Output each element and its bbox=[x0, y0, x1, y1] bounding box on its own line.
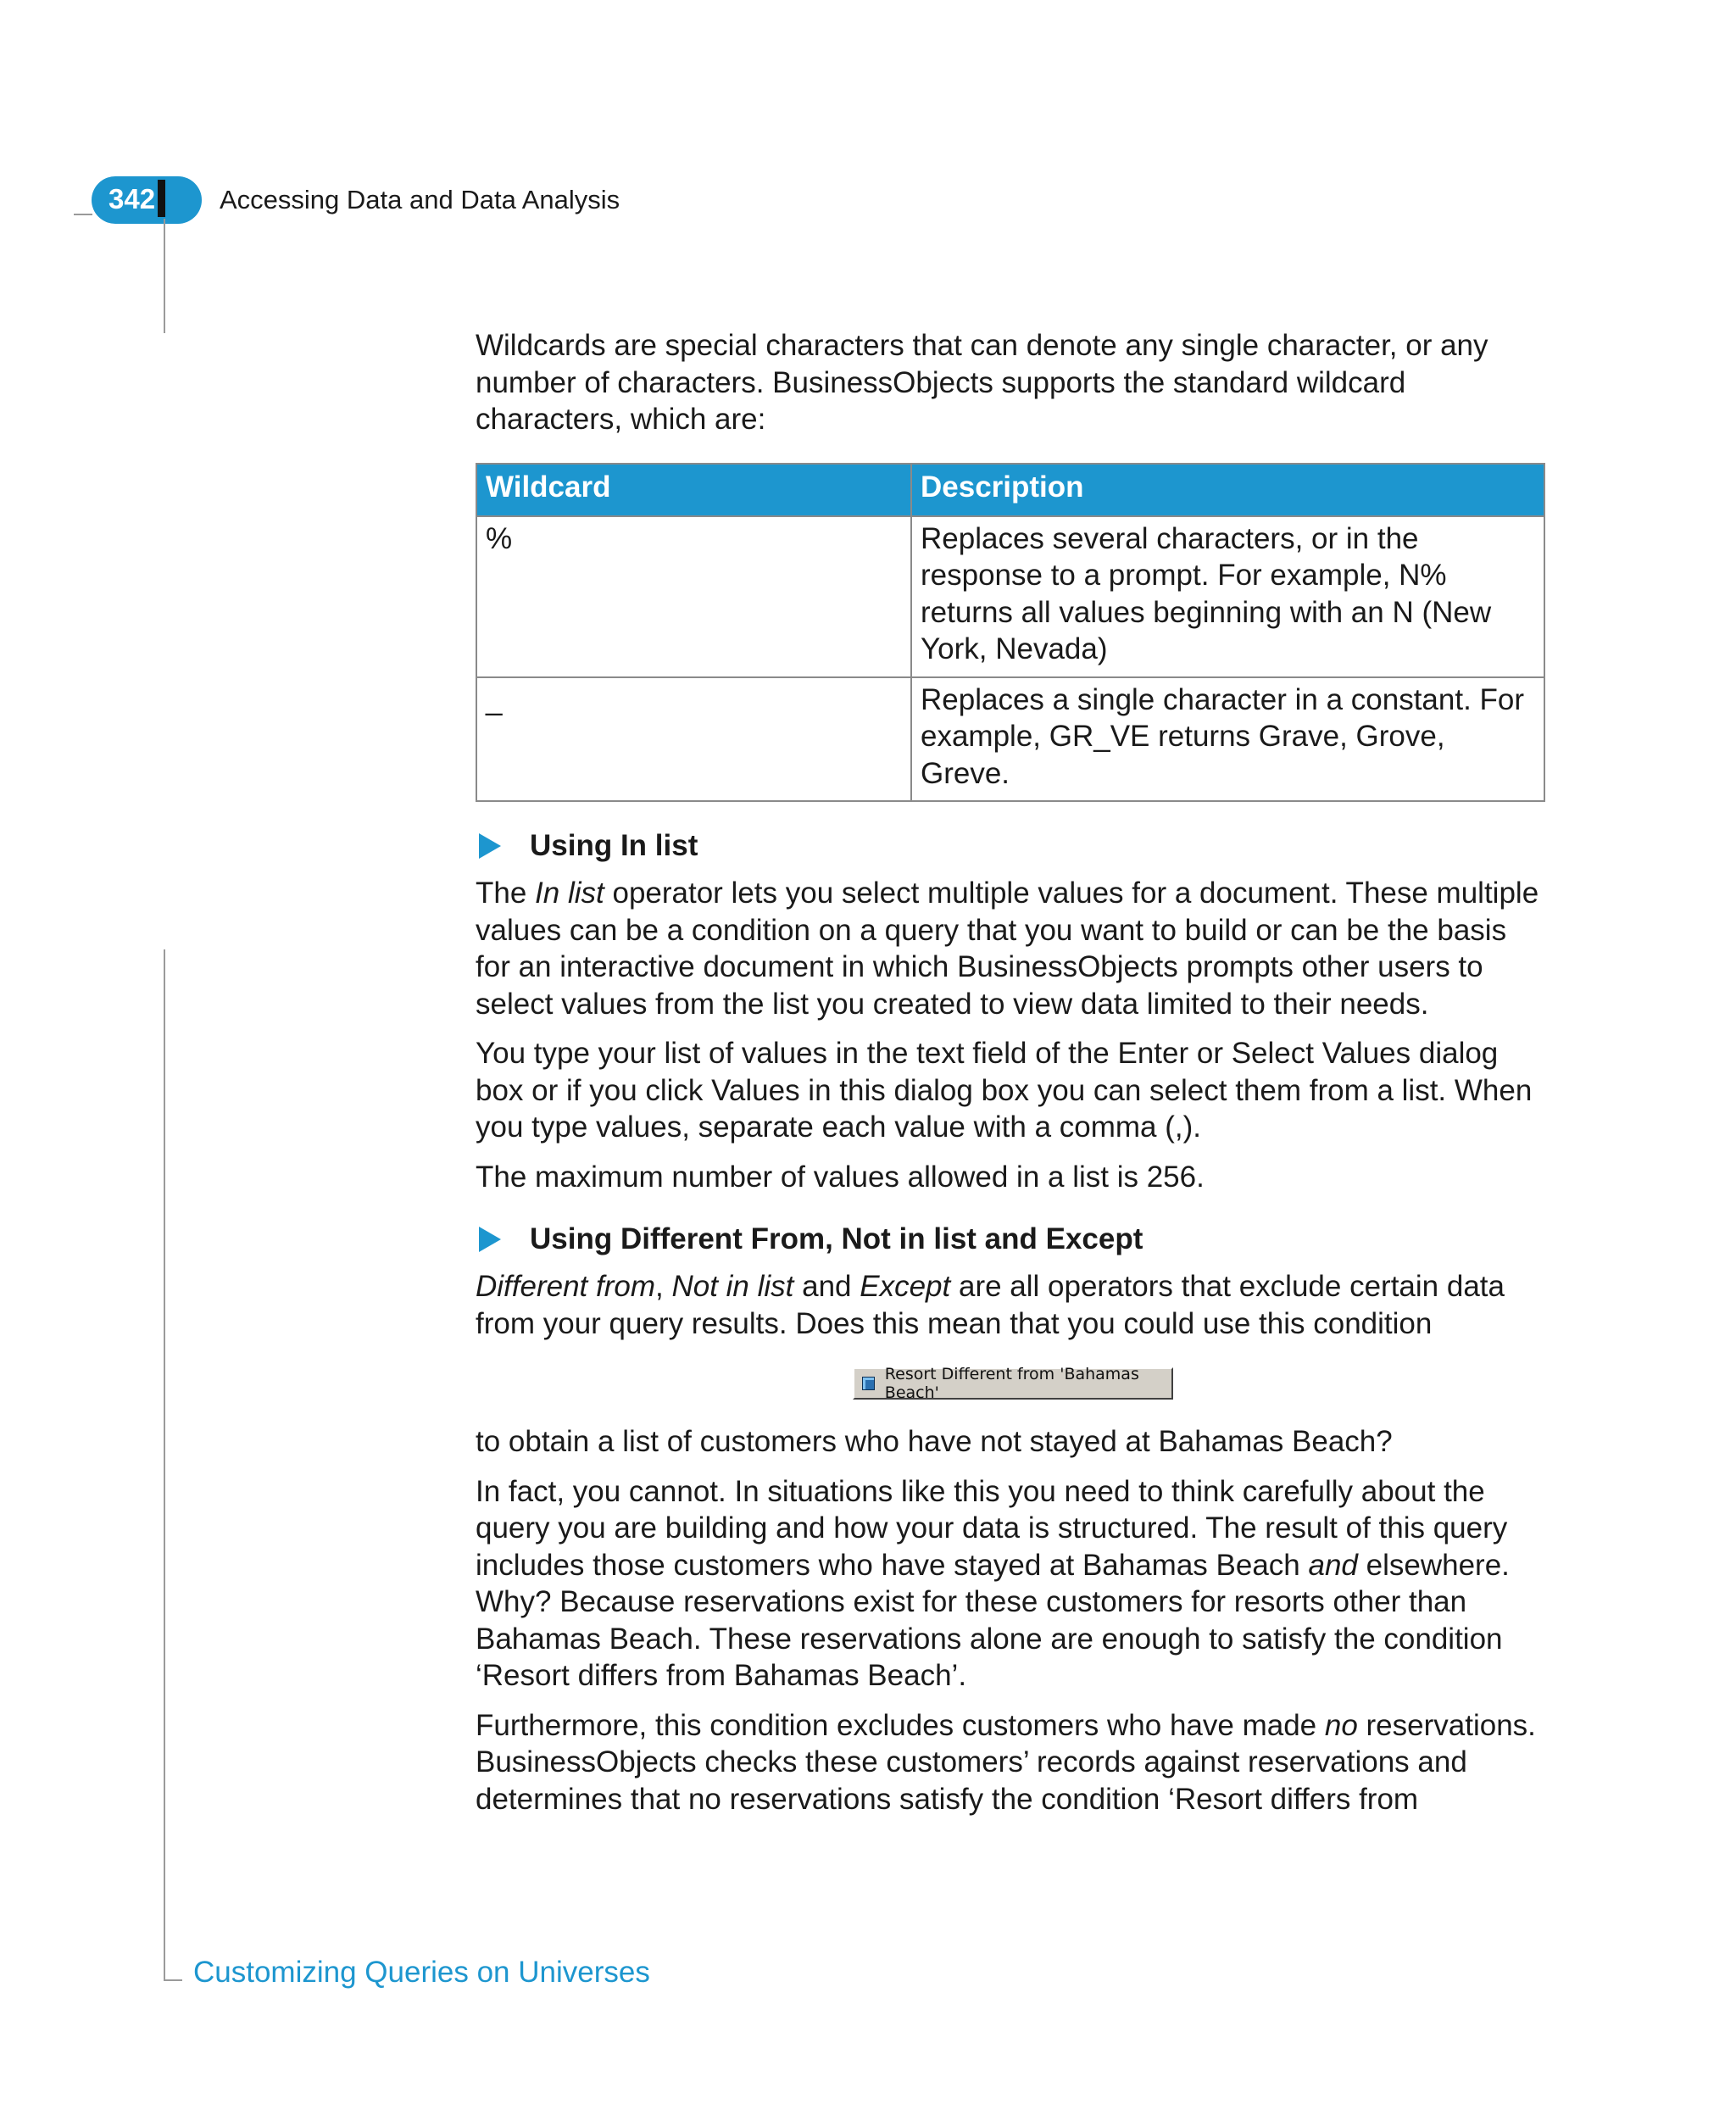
table-header-row bbox=[476, 464, 1544, 516]
italic-term: no bbox=[1324, 1708, 1358, 1742]
condition-icon bbox=[862, 1377, 875, 1390]
running-footer-title: Customizing Queries on Universes bbox=[193, 1956, 650, 1989]
italic-term: Except bbox=[860, 1270, 951, 1303]
paragraph bbox=[476, 1268, 1545, 1342]
text-run: reservations. BusinessObjects checks these customers’ records against reservations and determines that no reservations satisfy the condition ‘Resort differs from bbox=[476, 1708, 1536, 1816]
paragraph bbox=[476, 1473, 1545, 1695]
description-cell: Replaces a single character in a constant. For example, GR_VE returns Grave, Grove, Greve. bbox=[911, 677, 1544, 802]
wildcard-cell: _ bbox=[476, 677, 911, 802]
wildcard-table bbox=[476, 463, 1545, 803]
margin-rule-top bbox=[164, 219, 165, 333]
table-row bbox=[476, 677, 1544, 802]
text-run: , bbox=[655, 1270, 672, 1303]
section-heading-text: Using Different From, Not in list and Except bbox=[530, 1222, 1143, 1255]
page-number: 342 bbox=[108, 183, 156, 214]
margin-rule bbox=[164, 949, 165, 1981]
section-heading-different-from bbox=[476, 1221, 1545, 1258]
text-run: The bbox=[476, 877, 536, 910]
italic-term: and bbox=[1308, 1548, 1358, 1582]
section-heading-text: Using In list bbox=[530, 829, 698, 862]
text-run: In fact, you cannot. In situations like this you need to think carefully about the query you are building and how your data is structured. The result of this query includes those customers who have stayed at Bahamas Beach bbox=[476, 1474, 1508, 1582]
intro-paragraph: Wildcards are special characters that can denote any single character, or any number of characters. BusinessObjects supports the standard wildcard characters, which are: bbox=[476, 329, 1488, 436]
section-heading-in-list bbox=[476, 827, 1545, 865]
column-header-wildcard: Wildcard bbox=[476, 464, 911, 516]
paragraph: to obtain a list of customers who have not stayed at Bahamas Beach? bbox=[476, 1425, 1393, 1458]
play-arrow-icon bbox=[479, 833, 501, 859]
paragraph bbox=[476, 1707, 1545, 1818]
italic-term: Different from bbox=[476, 1270, 655, 1303]
text-run: and bbox=[793, 1270, 860, 1303]
paragraph: The maximum number of values allowed in a list is 256. bbox=[476, 1160, 1205, 1194]
page-marker bbox=[158, 180, 165, 217]
header-rule bbox=[74, 214, 92, 215]
text-run: Furthermore, this condition excludes customers who have made bbox=[476, 1708, 1325, 1742]
text-run: elsewhere. Why? Because reservations exist for these customers for resorts other than Bahamas Beach. These reservations alone are enough to satisfy the condition ‘Resort differs from Bahamas Beach’. bbox=[476, 1548, 1510, 1692]
condition-label: Resort Different from 'Bahamas Beach' bbox=[884, 1365, 1139, 1402]
description-cell: Replaces several characters, or in the response to a prompt. For example, N% returns all values beginning with an N (New York, Nevada) bbox=[911, 516, 1544, 677]
paragraph bbox=[476, 875, 1545, 1022]
page-body bbox=[476, 327, 1545, 1817]
text-run: are all operators that exclude certain data from your query results. Does this mean that you could use this condition bbox=[476, 1270, 1505, 1340]
condition-screenshot bbox=[853, 1367, 1173, 1400]
text-run: operator lets you select multiple values for a document. These multiple values can be a condition on a query that you want to build or can be the basis for an interactive document in which BusinessObjects prompts other users to select values from the list you created to view data limited to their needs. bbox=[476, 877, 1539, 1021]
table-row bbox=[476, 516, 1544, 677]
paragraph: You type your list of values in the text field of the Enter or Select Values dialog box or if you click Values in this dialog box you can select them from a list. When you type values, separate each value with a comma (,). bbox=[476, 1037, 1533, 1144]
wildcard-cell: % bbox=[476, 516, 911, 677]
italic-term: Not in list bbox=[671, 1270, 794, 1303]
play-arrow-icon bbox=[479, 1227, 501, 1252]
running-header-title: Accessing Data and Data Analysis bbox=[220, 185, 620, 214]
italic-term: In list bbox=[535, 877, 604, 910]
footer-rule bbox=[164, 1979, 182, 1981]
column-header-description: Description bbox=[911, 464, 1544, 516]
